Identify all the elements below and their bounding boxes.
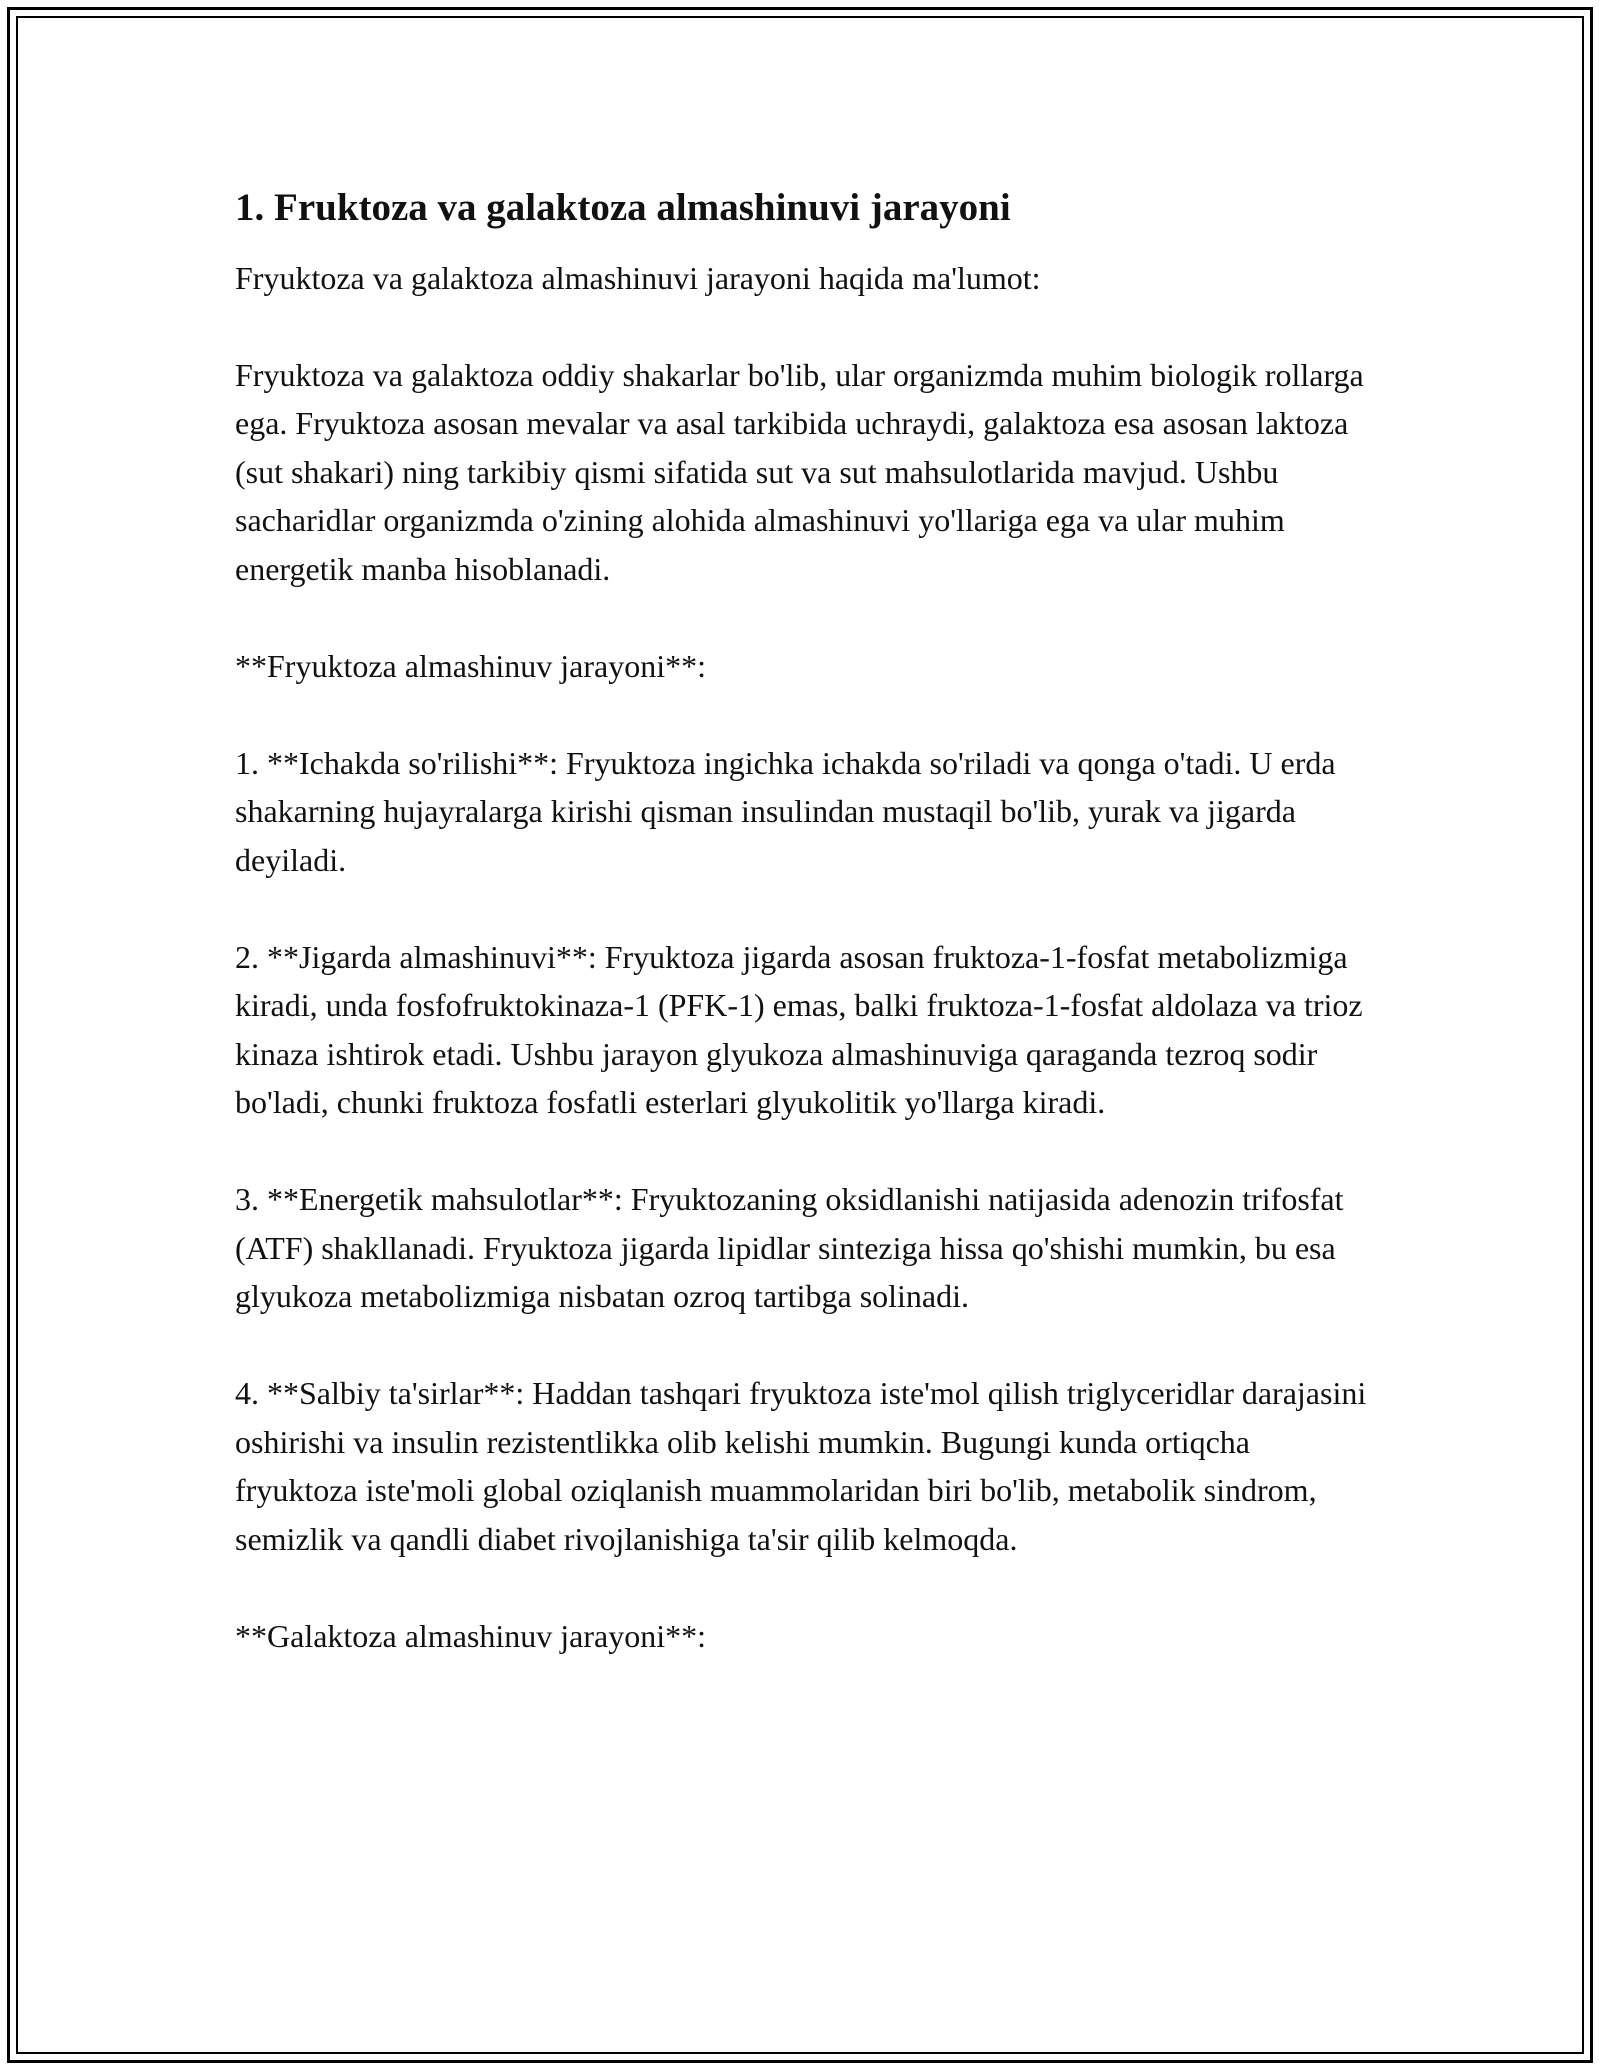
list-item-energy-products: 3. **Energetik mahsulotlar**: Fryuktozaning oksidlanishi natijasida adenozin trifosfat (ATF) shakllanadi. Fryuktoza jigarda lipidlar sinteziga hissa qo'shishi mumkin, bu esa glyukoza metabolizmiga nisbatan ozroq tartibga solinadi. (235, 1181, 1344, 1315)
list-item-negative-effects: 4. **Salbiy ta'sirlar**: Haddan tashqari fryuktoza iste'mol qilish triglyceridlar darajasini oshirishi va insulin rezistentlikka olib kelishi mumkin. Bugungi kunda ortiqcha fryuktoza iste'moli global oziqlanish muammolaridan biri bo'lib, metabolik sindrom, semizlik va qandli diabet rivojlanishiga ta'sir qilib kelmoqda. (235, 1375, 1367, 1557)
list-item-absorption: 1. **Ichakda so'rilishi**: Fryuktoza ingichka ichakda so'riladi va qonga o'tadi. U erda shakarning hujayralarga kirishi qisman insulindan mustaqil bo'lib, yurak va jigarda deyiladi. (235, 744, 1336, 878)
section-heading: 1. Fruktoza va galaktoza almashinuvi jarayoni (235, 186, 1011, 229)
fructose-subheading: **Fryuktoza almashinuv jarayoni**: (235, 647, 707, 684)
document-body (235, 185, 1375, 1709)
list-item-liver-metabolism: 2. **Jigarda almashinuvi**: Fryuktoza jigarda asosan fruktoza-1-fosfat metabolizmiga kiradi, unda fosfofruktokinaza-1 (PFK-1) emas, balki fruktoza-1-fosfat aldolaza va trioz kinaza ishtirok etadi. Ushbu jarayon glyukoza almashinuviga qaraganda tezroq sodir bo'ladi, chunki fruktoza fosfatli esterlari glyukolitik yo'llarga kiradi. (235, 938, 1363, 1121)
galactose-subheading: **Galaktoza almashinuv jarayoni**: (235, 1617, 706, 1654)
overview-paragraph: Fryuktoza va galaktoza oddiy shakarlar bo'lib, ular organizmda muhim biologik rollarga ega. Fryuktoza asosan mevalar va asal tarkibida uchraydi, galaktoza esa asosan laktoza (sut shakari) ning tarkibiy qismi sifatida sut va sut mahsulotlarida mavjud. Ushbu sacharidlar organizmda o'zining alohida almashinuvi yo'llariga ega va ular muhim energetik manba hisoblanadi. (235, 356, 1364, 587)
intro-paragraph: Fryuktoza va galaktoza almashinuvi jarayoni haqida ma'lumot: (235, 259, 1041, 296)
